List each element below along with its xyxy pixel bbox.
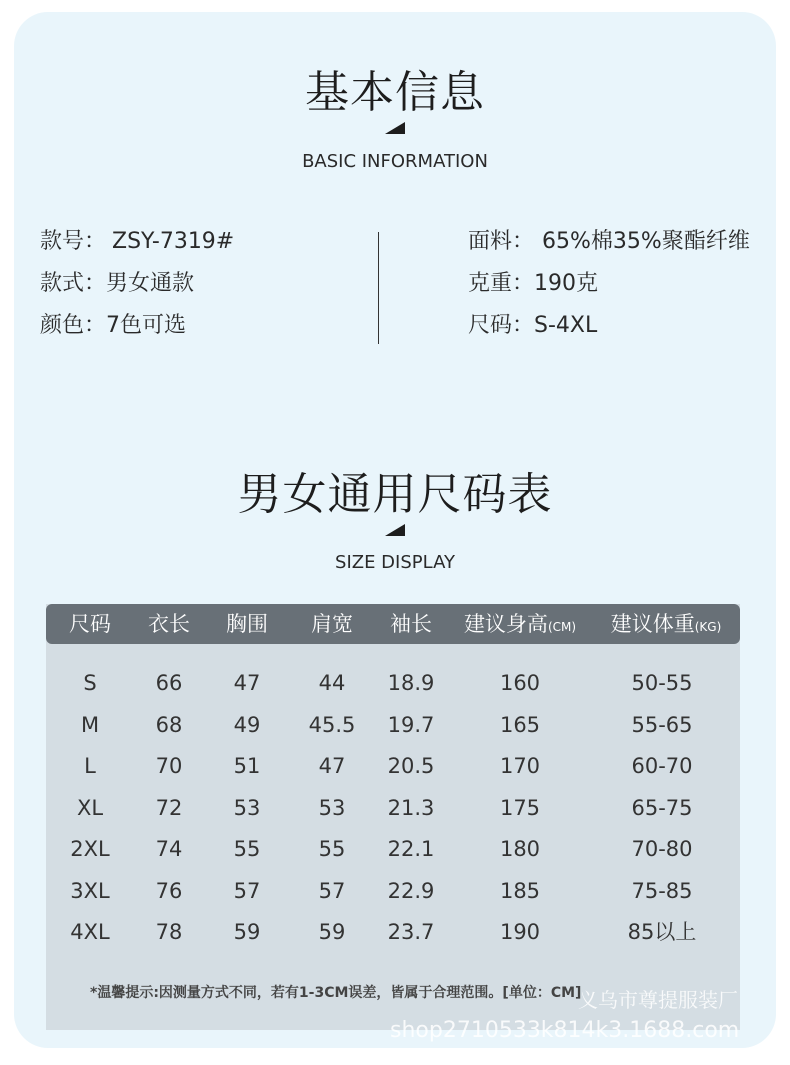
cell-size: L xyxy=(84,754,96,778)
cell-length: 70 xyxy=(155,754,183,778)
measurement-note: *温馨提示:因测量方式不同，若有1-3CM误差，皆属于合理范围。[单位：CM] xyxy=(90,985,582,1001)
info-label: 面料： xyxy=(468,229,535,254)
triangle-marker-icon xyxy=(385,524,405,536)
cell-length: 78 xyxy=(155,920,183,944)
info-value: S-4XL xyxy=(534,313,598,338)
cell-sleeve: 22.1 xyxy=(387,837,435,861)
info-label: 款号： xyxy=(40,229,107,254)
cell-shoulder: 45.5 xyxy=(308,712,356,737)
cell-height: 175 xyxy=(499,795,541,820)
cell-shoulder: 59 xyxy=(318,920,346,944)
size-chart-title: 男女通用尺码表 xyxy=(237,469,553,520)
cell-size: 3XL xyxy=(70,878,110,903)
info-value: 男女通款 xyxy=(106,271,195,296)
info-value: 7色可选 xyxy=(106,313,187,338)
cell-height: 160 xyxy=(499,671,541,695)
info-value: 65%棉35%聚酯纤维 xyxy=(542,229,750,254)
table-header xyxy=(46,604,740,644)
info-fabric xyxy=(468,224,750,255)
cell-size: S xyxy=(83,671,97,695)
header-height-label: 建议身高 xyxy=(463,612,548,636)
cell-shoulder: 57 xyxy=(318,878,346,903)
header-weight xyxy=(602,604,730,644)
cell-length: 76 xyxy=(155,878,183,903)
cell-chest: 59 xyxy=(233,920,261,944)
header-shoulder: 肩宽 xyxy=(311,612,353,636)
info-label: 颜色： xyxy=(40,313,107,338)
cell-weight: 70-80 xyxy=(631,837,693,861)
header-weight-unit: (KG) xyxy=(694,620,722,634)
info-color xyxy=(40,308,186,339)
cell-sleeve: 19.7 xyxy=(387,712,435,737)
cell-size: XL xyxy=(76,795,104,820)
cell-weight: 55-65 xyxy=(631,712,693,737)
header-height-unit: (CM) xyxy=(547,620,577,634)
cell-chest: 57 xyxy=(233,878,261,903)
info-value: 190克 xyxy=(534,271,599,296)
cell-shoulder: 44 xyxy=(318,671,346,695)
cell-shoulder: 55 xyxy=(318,837,346,861)
header-height xyxy=(456,604,584,644)
header-sleeve: 袖长 xyxy=(390,612,432,636)
cell-chest: 47 xyxy=(233,671,261,695)
cell-height: 180 xyxy=(499,837,541,861)
cell-length: 72 xyxy=(155,795,183,820)
info-weight xyxy=(468,266,598,297)
info-size-range xyxy=(468,308,597,339)
info-style-number xyxy=(40,224,234,255)
info-style xyxy=(40,266,194,297)
cell-height: 190 xyxy=(499,920,541,944)
header-length: 衣长 xyxy=(148,612,190,636)
cell-chest: 51 xyxy=(233,754,261,778)
cell-sleeve: 20.5 xyxy=(387,754,435,778)
header-chest: 胸围 xyxy=(226,612,268,636)
cell-length: 66 xyxy=(155,671,183,695)
cell-weight: 60-70 xyxy=(631,754,693,778)
watermark-url: shop2710533k814k3.1688.com xyxy=(390,1018,740,1043)
cell-sleeve: 23.7 xyxy=(387,920,435,944)
size-table xyxy=(46,604,740,1030)
header-weight-label: 建议体重 xyxy=(610,612,695,636)
cell-sleeve: 18.9 xyxy=(387,671,435,695)
cell-height: 185 xyxy=(499,878,541,903)
header-size: 尺码 xyxy=(69,612,111,636)
info-label: 款式： xyxy=(40,271,107,296)
cell-size: M xyxy=(80,712,100,737)
cell-chest: 53 xyxy=(233,795,261,820)
cell-height: 170 xyxy=(499,754,541,778)
cell-height: 165 xyxy=(499,712,541,737)
triangle-marker-icon xyxy=(385,122,405,134)
cell-chest: 49 xyxy=(233,712,261,737)
cell-weight: 50-55 xyxy=(631,671,693,695)
size-chart-subtitle: SIZE DISPLAY xyxy=(335,552,455,573)
cell-weight: 75-85 xyxy=(631,878,693,903)
watermark-company: 义乌市尊提服装厂 xyxy=(578,988,738,1012)
cell-sleeve: 21.3 xyxy=(387,795,435,820)
cell-size: 4XL xyxy=(70,920,110,944)
cell-sleeve: 22.9 xyxy=(387,878,435,903)
info-label: 克重： xyxy=(468,271,535,296)
divider xyxy=(378,232,379,344)
basic-info-title: 基本信息 xyxy=(305,67,485,118)
cell-shoulder: 47 xyxy=(318,754,346,778)
basic-info-subtitle: BASIC INFORMATION xyxy=(302,151,488,172)
info-value: ZSY-7319# xyxy=(112,229,235,254)
cell-shoulder: 53 xyxy=(318,795,346,820)
cell-weight: 65-75 xyxy=(631,795,693,820)
info-label: 尺码： xyxy=(468,313,535,338)
cell-length: 68 xyxy=(155,712,183,737)
cell-weight: 85以上 xyxy=(627,920,697,944)
cell-length: 74 xyxy=(155,837,183,861)
cell-size: 2XL xyxy=(70,837,110,861)
cell-chest: 55 xyxy=(233,837,261,861)
